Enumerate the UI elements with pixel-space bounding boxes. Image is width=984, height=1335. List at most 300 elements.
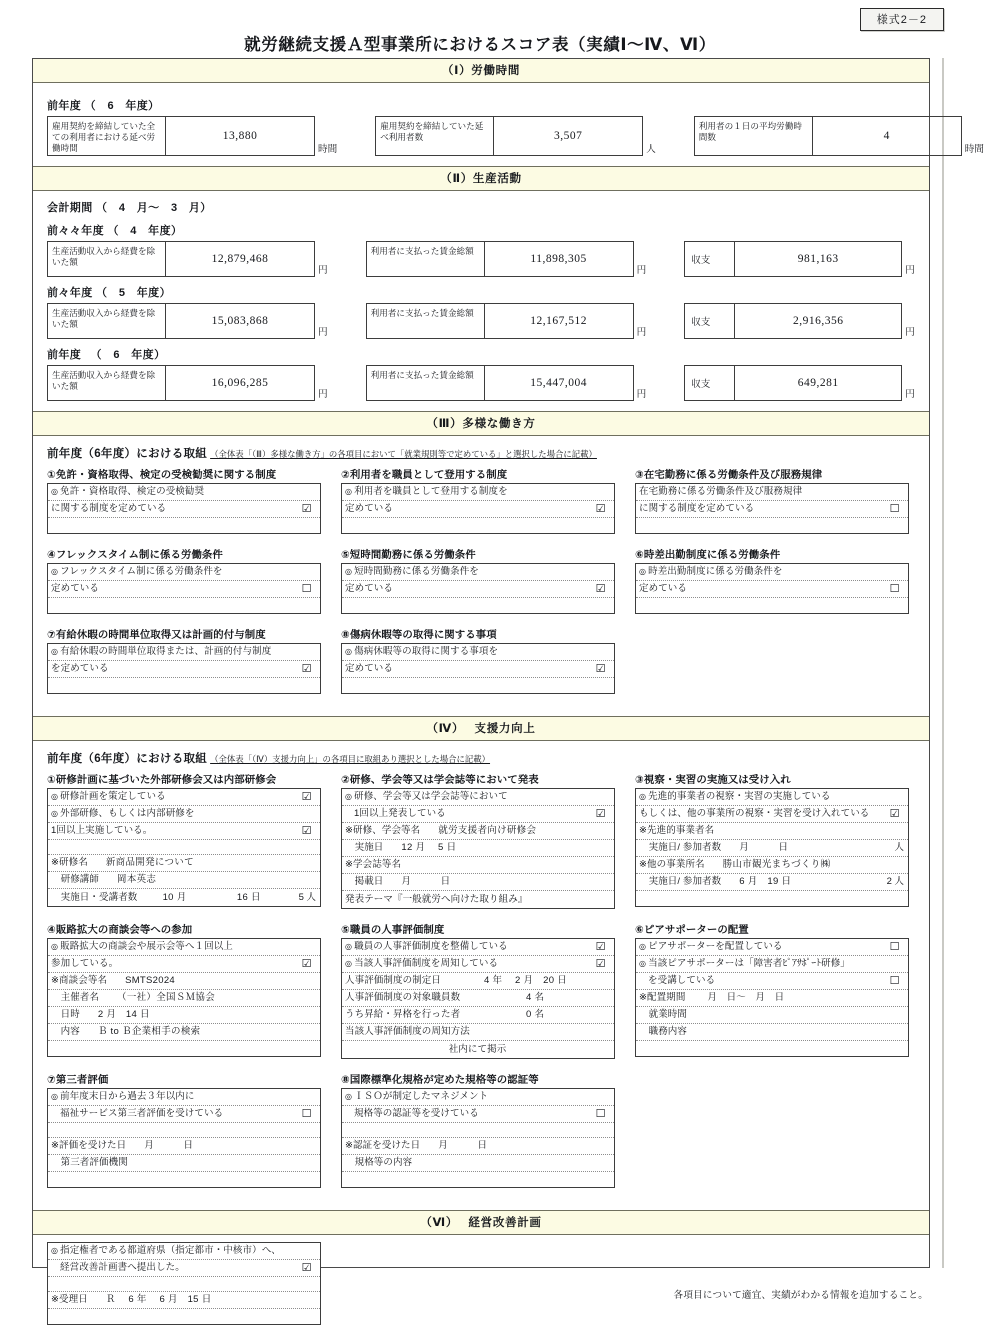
currency-unit: 円 — [905, 327, 915, 338]
criteria-text: ◎ フレックスタイム制に係る労働条件を — [51, 566, 223, 578]
criteria-line[interactable] — [48, 939, 320, 956]
field-label: ※研修名 — [51, 857, 88, 869]
criteria-line[interactable] — [342, 1089, 614, 1106]
revenue-metric — [47, 303, 328, 339]
section-6-card-wrap — [47, 1242, 915, 1325]
section-1-fiscal-year: 前年度 （ 6 年度） — [47, 100, 160, 112]
checkbox-unchecked-icon[interactable]: ☐ — [889, 502, 900, 516]
criteria-line-1 — [636, 484, 908, 501]
criteria-line-1 — [48, 564, 320, 581]
criteria-text: 1回以上実施している。 — [51, 825, 153, 837]
section-4-band: （Ⅳ） 支援力向上 — [33, 716, 929, 741]
wage-value[interactable]: 12,167,512 — [530, 315, 587, 327]
balance-value[interactable]: 649,281 — [797, 377, 839, 389]
checkbox-checked-icon[interactable]: ☑ — [301, 502, 312, 516]
section-2-production — [33, 166, 929, 411]
field-row[interactable] — [342, 874, 614, 891]
metric-value[interactable]: 4 — [883, 130, 890, 142]
criteria-text: ◎ 職員の人事評価制度を整備している — [345, 941, 508, 953]
field-row[interactable] — [342, 1138, 614, 1155]
revenue-label: 生産活動収入から経費を除いた額 — [48, 366, 166, 400]
item-title: ⑤短時間勤務に係る労働条件 — [341, 550, 476, 561]
field-value[interactable]: Ｂ to Ｂ企業相手の検索 — [97, 1026, 201, 1038]
spacer-row — [48, 1041, 320, 1056]
criteria-line[interactable] — [342, 1106, 614, 1123]
checkbox-checked-icon[interactable]: ☑ — [595, 957, 606, 971]
field-value[interactable]: 月 日 — [401, 876, 451, 888]
criteria-line[interactable] — [636, 939, 908, 956]
section-4-item-8 — [341, 1071, 615, 1188]
metric-1 — [47, 116, 337, 156]
checkbox-checked-icon[interactable]: ☑ — [595, 807, 606, 821]
criteria-text: ◎ 外部研修、もしくは内部研修を — [51, 808, 195, 820]
field-value[interactable]: （一社）全国ＳＭ協会 — [117, 992, 216, 1004]
section-4-item-5 — [341, 921, 615, 1059]
wage-label: 利用者に支払った賃金総額 — [367, 366, 485, 400]
criteria-text: ◎ 前年度末日から過去３年以内に — [51, 1091, 195, 1103]
balance-label: 収支 — [685, 366, 735, 400]
bullet-icon: ◎ — [345, 959, 353, 969]
currency-unit: 円 — [905, 265, 915, 276]
criteria-line-1 — [342, 644, 614, 661]
field-value[interactable]: 0 名 — [525, 1009, 545, 1021]
metric-label: 雇用契約を締結していた延べ利用者数 — [376, 117, 494, 155]
section-4-support-capability — [33, 716, 929, 1210]
criteria-text: ◎ ピアサポーターを配置している — [639, 941, 783, 953]
section-4-item-2 — [341, 771, 615, 909]
criteria-text: 在宅勤務に係る労働条件及び服務規律 — [639, 486, 803, 498]
criteria-line[interactable] — [48, 789, 320, 806]
spacer-row — [48, 1123, 320, 1138]
checkbox-checked-icon[interactable]: ☑ — [595, 582, 606, 596]
field-row[interactable] — [342, 840, 614, 857]
field-value[interactable] — [714, 825, 904, 837]
field-value[interactable]: 月 日 — [739, 842, 789, 854]
metric-unit: 時間 — [964, 144, 984, 155]
currency-unit: 円 — [905, 389, 915, 400]
checkbox-checked-icon[interactable]: ☑ — [301, 957, 312, 971]
criteria-line-2[interactable] — [48, 501, 320, 518]
spacer-row — [48, 598, 320, 613]
wage-value[interactable]: 15,447,004 — [530, 377, 587, 389]
section-4-row-3 — [47, 1071, 915, 1188]
field-row[interactable] — [48, 872, 320, 889]
field-label: 第三者評価機関 — [51, 1157, 128, 1169]
criteria-line-2[interactable] — [636, 581, 908, 598]
criteria-line[interactable] — [48, 1243, 320, 1260]
section-3-item-2 — [341, 466, 615, 534]
section-3-row-2 — [47, 546, 915, 614]
field-label: 主催者名 — [51, 992, 100, 1004]
field-text: ※配置期間 月 日～ 月 日 — [639, 992, 785, 1004]
field-label: ※認証を受けた日 — [345, 1140, 421, 1152]
section-3-row-3 — [47, 626, 915, 694]
criteria-text: ◎ ＩＳＯが制定したマネジメント — [345, 1091, 489, 1103]
criteria-line[interactable] — [342, 806, 614, 823]
field-row[interactable] — [48, 1155, 320, 1172]
field-value[interactable]: 月 日 — [144, 1140, 194, 1152]
bullet-icon: ◎ — [639, 567, 647, 577]
criteria-text: ◎ 時差出勤制度に係る労働条件を — [639, 566, 783, 578]
currency-unit: 円 — [318, 265, 328, 276]
field-label: 実施日/ 参加者数 — [639, 842, 722, 854]
criteria-line[interactable] — [636, 973, 908, 990]
currency-unit: 円 — [318, 389, 328, 400]
spacer-row — [636, 598, 908, 613]
field-label: ※評価を受けた日 — [51, 1140, 127, 1152]
item-title: ⑧傷病休暇等の取得に関する事項 — [341, 630, 497, 641]
checkbox-checked-icon[interactable]: ☑ — [595, 502, 606, 516]
balance-value[interactable]: 2,916,356 — [792, 315, 844, 327]
criteria-line[interactable] — [48, 823, 320, 840]
section-4-lead-text: 前年度（6年度）における取組 — [47, 753, 208, 765]
wage-label: 利用者に支払った賃金総額 — [367, 242, 485, 276]
balance-label: 収支 — [685, 242, 735, 276]
field-value[interactable]: 新商品開発について — [105, 857, 194, 869]
metric-3 — [694, 116, 984, 156]
item-title: ⑥時差出勤制度に係る労働条件 — [635, 550, 781, 561]
bullet-icon: ◎ — [639, 942, 647, 952]
field-value[interactable] — [401, 859, 610, 871]
criteria-line-1 — [48, 484, 320, 501]
criteria-line[interactable] — [342, 956, 614, 973]
field-row — [342, 1041, 614, 1058]
metric-label: 利用者の１日の平均労働時間数 — [695, 117, 813, 155]
fiscal-year-block-2 — [47, 284, 915, 339]
spacer-row — [342, 1172, 614, 1187]
criteria-text: 定めている — [639, 583, 688, 595]
section-3-item-grid — [47, 466, 915, 694]
section-1-band: （Ⅰ）労働時間 — [33, 59, 929, 83]
field-row[interactable] — [342, 1007, 614, 1024]
field-label: ※商談会等名 — [51, 975, 108, 987]
criteria-line[interactable] — [48, 1106, 320, 1123]
field-value[interactable] — [128, 1157, 316, 1169]
field-value[interactable] — [470, 1026, 610, 1038]
balance-metric — [684, 303, 915, 339]
item-title: ①研修計画に基づいた外部研修会又は内部研修会 — [47, 775, 277, 786]
metric-label: 雇用契約を締結していた全ての利用者における延べ労働時間 — [48, 117, 166, 155]
section-4-row-1 — [47, 771, 915, 909]
field-count[interactable]: 5 人 — [298, 891, 316, 903]
balance-label: 収支 — [685, 304, 735, 338]
section-4-item-grid — [47, 771, 915, 1188]
spacer-row — [342, 1123, 614, 1138]
bullet-icon: ◎ — [345, 647, 353, 657]
fy-label: 前々年度 （ 5 年度） — [47, 287, 171, 299]
wage-label: 利用者に支払った賃金総額 — [367, 304, 485, 338]
field-row[interactable] — [48, 1024, 320, 1041]
bullet-icon: ◎ — [345, 487, 353, 497]
field-value[interactable]: 月 日 — [438, 1140, 488, 1152]
currency-unit: 円 — [636, 265, 647, 276]
criteria-line-2[interactable] — [342, 501, 614, 518]
field-label: 実施日・受講者数 — [51, 891, 138, 903]
section-6-band: （Ⅵ） 経営改善計画 — [33, 1210, 929, 1235]
item-title: ④販路拡大の商談会等への参加 — [47, 925, 193, 936]
criteria-line[interactable] — [48, 806, 320, 823]
field-value[interactable]: 4 名 — [525, 992, 545, 1004]
section-4-item-7 — [47, 1071, 321, 1188]
section-1-labor-hours — [33, 59, 984, 166]
field-label: 実施日/ 参加者数 — [639, 876, 722, 888]
wage-value[interactable]: 11,898,305 — [530, 253, 587, 265]
wage-metric — [366, 303, 647, 339]
section-4-row-2 — [47, 921, 915, 1059]
criteria-line[interactable] — [342, 789, 614, 806]
section-4-lead — [47, 750, 915, 766]
currency-unit: 円 — [636, 327, 647, 338]
metric-value[interactable]: 13,880 — [222, 130, 258, 142]
field-month[interactable]: 10 月 — [162, 891, 187, 903]
section-3-diverse-work — [33, 411, 929, 716]
field-row[interactable] — [342, 857, 614, 874]
section-1-metric-row — [47, 116, 984, 156]
item-title: ③在宅勤務に係る労働条件及び服務規律 — [635, 470, 823, 481]
checkbox-unchecked-icon[interactable]: ☐ — [889, 940, 900, 954]
checkbox-unchecked-icon[interactable]: ☐ — [889, 582, 900, 596]
bullet-icon: ◎ — [345, 792, 353, 802]
section-4-lead-note: （全体表「（Ⅳ）支援力向上」の各項目に取組あり選択とした場合に記載） — [210, 754, 491, 764]
checkbox-unchecked-icon[interactable]: ☐ — [595, 1107, 606, 1121]
spacer-row — [48, 1309, 320, 1324]
revenue-metric — [47, 365, 328, 401]
checkbox-checked-icon[interactable]: ☑ — [301, 790, 312, 804]
field-row — [636, 1007, 908, 1024]
spacer-row — [48, 840, 320, 855]
criteria-text: ◎ 先進的事業者の視察・実習の実施している — [639, 791, 831, 803]
field-row[interactable] — [48, 889, 320, 906]
spacer-row — [48, 1172, 320, 1187]
balance-metric — [684, 241, 915, 277]
field-value[interactable]: 就労支援者向け研修会 — [438, 825, 537, 837]
criteria-text: ◎ 指定権者である都道府県（指定都市・中核市）へ、 — [51, 1245, 281, 1257]
bullet-icon: ◎ — [51, 792, 59, 802]
criteria-line-2[interactable] — [636, 501, 908, 518]
section-3-item-7 — [47, 626, 321, 694]
spacer-row — [48, 678, 320, 693]
criteria-text: ◎ 利用者を職員として登用する制度を — [345, 486, 508, 498]
bullet-icon: ◎ — [51, 1092, 59, 1102]
criteria-text: を定めている — [51, 663, 109, 675]
metric-2 — [375, 116, 656, 156]
criteria-text: ◎ 販路拡大の商談会や展示会等へ１回以上 — [51, 941, 233, 953]
field-row[interactable] — [48, 855, 320, 872]
field-row[interactable] — [48, 1007, 320, 1024]
criteria-text: 経営改善計画書へ提出した。 — [60, 1262, 185, 1274]
field-row[interactable] — [342, 990, 614, 1007]
field-value[interactable]: 勝山市観光まちづくり㈱ — [722, 859, 831, 871]
field-label: 人事評価制度の対象職員数 — [345, 992, 461, 1004]
field-day[interactable]: 16 日 — [236, 891, 261, 903]
revenue-label: 生産活動収入から経費を除いた額 — [48, 304, 166, 338]
criteria-line-2[interactable] — [342, 661, 614, 678]
item-title: ⑤職員の人事評価制度 — [341, 925, 445, 936]
criteria-line-2[interactable] — [48, 581, 320, 598]
item-title: ②研修、学会等又は学会誌等において発表 — [341, 775, 539, 786]
field-value[interactable] — [412, 1157, 610, 1169]
field-row[interactable] — [636, 823, 908, 840]
criteria-line[interactable] — [636, 806, 908, 823]
criteria-text: に関する制度を定めている — [51, 503, 167, 515]
checkbox-checked-icon[interactable]: ☑ — [595, 940, 606, 954]
currency-unit: 円 — [318, 327, 328, 338]
field-row[interactable] — [636, 874, 908, 891]
field-value[interactable]: SMTS2024 — [125, 975, 175, 987]
checkbox-checked-icon[interactable]: ☑ — [889, 807, 900, 821]
checkbox-unchecked-icon[interactable]: ☐ — [889, 974, 900, 988]
field-tail: 2 人 — [886, 876, 904, 888]
criteria-line[interactable] — [48, 956, 320, 973]
field-row[interactable] — [48, 1138, 320, 1155]
criteria-line[interactable] — [48, 1089, 320, 1106]
field-row[interactable] — [342, 973, 614, 990]
field-label: 掲載日 — [345, 876, 384, 888]
field-text: 職務内容 — [639, 1026, 688, 1038]
field-value[interactable]: 岡本英志 — [117, 874, 157, 886]
criteria-line-2[interactable] — [342, 581, 614, 598]
item-title: ⑦有給休暇の時間単位取得又は計画的付与制度 — [47, 630, 266, 641]
field-label: 実施日 — [345, 842, 384, 854]
bullet-icon: ◎ — [639, 792, 647, 802]
field-value[interactable]: 4 年 2 月 20 日 — [483, 975, 568, 987]
criteria-text: ◎ 短時間勤務に係る労働条件を — [345, 566, 479, 578]
bullet-icon: ◎ — [345, 942, 353, 952]
field-row[interactable] — [342, 823, 614, 840]
checkbox-checked-icon[interactable]: ☑ — [301, 1261, 312, 1275]
fiscal-year-block-1 — [47, 222, 915, 277]
field-text: 就業時間 — [639, 1009, 688, 1021]
revenue-value[interactable]: 12,879,468 — [211, 253, 269, 265]
field-row[interactable] — [636, 857, 908, 874]
field-label: 内容 — [51, 1026, 80, 1038]
item-title: ⑦第三者評価 — [47, 1075, 109, 1086]
field-label: ※先進的事業者名 — [639, 825, 715, 837]
fiscal-year-block-3 — [47, 346, 915, 401]
item-title: ⑥ピアサポーターの配置 — [635, 925, 749, 936]
criteria-line-1 — [48, 644, 320, 661]
criteria-text: 定めている — [345, 503, 394, 515]
field-label: 当該人事評価制度の周知方法 — [345, 1026, 470, 1038]
spacer-row — [636, 1041, 908, 1056]
criteria-text: 定めている — [345, 583, 394, 595]
spacer-row — [636, 518, 908, 533]
field-row[interactable] — [342, 1024, 614, 1041]
accounting-period: 会計期間 （ 4 月～ 3 月） — [47, 202, 212, 214]
field-row[interactable] — [48, 990, 320, 1007]
bullet-icon: ◎ — [51, 567, 59, 577]
criteria-text: ◎ 研修計画を策定している — [51, 791, 166, 803]
section-6-card — [47, 1242, 321, 1325]
bullet-icon: ◎ — [345, 1092, 353, 1102]
field-value[interactable]: 6 月 19 日 — [739, 876, 792, 888]
revenue-value[interactable]: 16,096,285 — [211, 377, 269, 389]
revenue-value[interactable]: 15,083,868 — [211, 315, 269, 327]
item-title: ④フレックスタイム制に係る労働条件 — [47, 550, 223, 561]
field-value[interactable]: 2 月 14 日 — [97, 1009, 150, 1021]
spacer-row — [342, 518, 614, 533]
field-label: うち昇給・昇格を行った者 — [345, 1009, 461, 1021]
field-tail: 人 — [894, 842, 904, 854]
section-3-item-4 — [47, 546, 321, 614]
section-3-row-1 — [47, 466, 915, 534]
field-label: 日時 — [51, 1009, 80, 1021]
criteria-line-1 — [636, 564, 908, 581]
revenue-label: 生産活動収入から経費を除いた額 — [48, 242, 166, 276]
checkbox-unchecked-icon[interactable]: ☐ — [301, 1107, 312, 1121]
criteria-text: ◎ 当該ピアサポーターは「障害者ﾋﾟｱｻﾎﾟｰﾄ研修」 — [639, 958, 850, 970]
criteria-line-1 — [342, 564, 614, 581]
section-3-item-5 — [341, 546, 615, 614]
field-label: 人事評価制度の制定日 — [345, 975, 442, 987]
field-text: 社内にて掲示 — [448, 1043, 507, 1055]
criteria-line[interactable] — [48, 1260, 320, 1277]
field-label: ※他の事業所名 — [639, 859, 705, 871]
field-value[interactable]: Ｒ 6 年 6 月 15 日 — [105, 1294, 212, 1306]
criteria-text: 定めている — [51, 583, 100, 595]
criteria-text: 規格等の認証等を受けている — [354, 1108, 479, 1120]
field-row[interactable] — [48, 973, 320, 990]
form-number-label: 様式2－2 — [860, 8, 944, 31]
field-value[interactable]: 12 月 5 日 — [401, 842, 457, 854]
section-4-item-4 — [47, 921, 321, 1059]
bullet-icon: ◎ — [51, 487, 59, 497]
checkbox-checked-icon[interactable]: ☑ — [301, 824, 312, 838]
criteria-line-2[interactable] — [48, 661, 320, 678]
field-row — [636, 990, 908, 1007]
section-3-lead-text: 前年度（6年度）における取組 — [47, 448, 208, 460]
spacer-row — [636, 891, 908, 906]
bullet-icon: ◎ — [51, 1246, 59, 1256]
item-title: ①免許・資格取得、検定の受検勧奨に関する制度 — [47, 470, 277, 481]
section-3-item-6 — [635, 546, 909, 614]
field-row[interactable] — [342, 1155, 614, 1172]
spacer-row — [48, 1277, 320, 1292]
balance-metric — [684, 365, 915, 401]
field-label: 規格等の内容 — [345, 1157, 413, 1169]
criteria-line[interactable] — [636, 789, 908, 806]
section-2-band: （Ⅱ）生産活動 — [33, 166, 929, 191]
bullet-icon: ◎ — [51, 942, 59, 952]
criteria-text: 1回以上発表している — [354, 808, 446, 820]
field-text: 発表テーマ『一般就労へ向けた取り組み』 — [345, 893, 528, 905]
bullet-icon: ◎ — [51, 647, 59, 657]
checkbox-checked-icon[interactable]: ☑ — [301, 662, 312, 676]
page-title: 就労継続支援Ａ型事業所におけるスコア表（実績Ⅰ～Ⅳ、Ⅵ） — [244, 36, 716, 54]
metric-value[interactable]: 3,507 — [554, 130, 583, 142]
section-4-item-6 — [635, 921, 909, 1059]
section-3-item-3 — [635, 466, 909, 534]
criteria-line[interactable] — [636, 956, 908, 973]
section-4-item-1 — [47, 771, 321, 909]
bullet-icon: ◎ — [639, 959, 647, 969]
checkbox-unchecked-icon[interactable]: ☐ — [301, 582, 312, 596]
balance-value[interactable]: 981,163 — [797, 253, 839, 265]
checkbox-checked-icon[interactable]: ☑ — [595, 662, 606, 676]
field-row[interactable] — [636, 840, 908, 857]
field-row[interactable] — [48, 1292, 320, 1309]
spacer-row — [48, 518, 320, 533]
criteria-text: を受講している — [648, 975, 716, 987]
criteria-text: ◎ 研修、学会等又は学会誌等において — [345, 791, 508, 803]
fy-label: 前々々年度 （ 4 年度） — [47, 225, 183, 237]
criteria-line[interactable] — [342, 939, 614, 956]
wage-metric — [366, 241, 647, 277]
section-3-item-1 — [47, 466, 321, 534]
section-3-lead — [47, 445, 915, 461]
field-label: 研修講師 — [51, 874, 100, 886]
revenue-metric — [47, 241, 328, 277]
